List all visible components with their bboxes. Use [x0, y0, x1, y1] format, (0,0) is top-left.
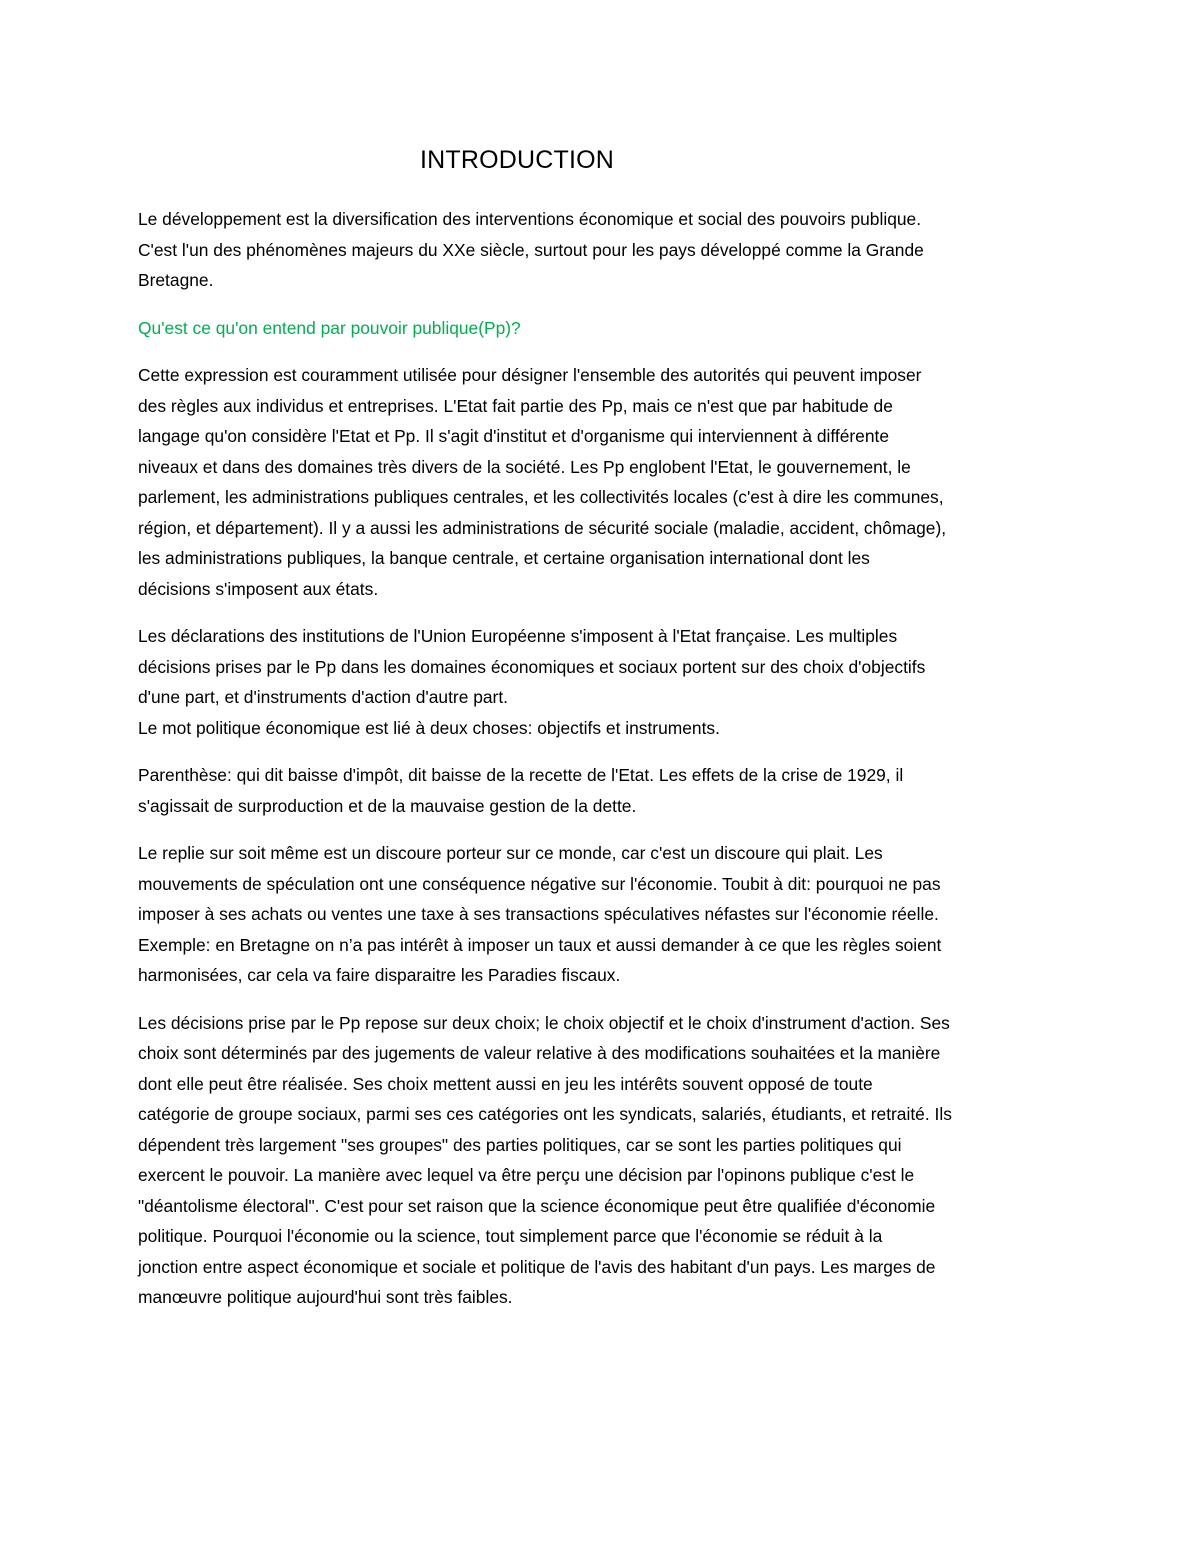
section-question — [138, 313, 1068, 344]
text-line: catégorie de groupe sociaux, parmi ses ces catégories ont les syndicats, salariés, étudiants, et retraité. Ils — [138, 1104, 952, 1124]
text-line: Les déclarations des institutions de l'Union Européenne s'imposent à l'Etat française. Les multiples — [138, 626, 898, 646]
text-line: s'agissait de surproduction et de la mauvaise gestion de la dette. — [138, 795, 637, 816]
text-line: "déantolisme électoral". C'est pour set raison que la science économique peut être qualifiée d'économie — [138, 1195, 936, 1216]
text-line: les administrations publiques, la banque centrale, et certaine organisation international dont les — [138, 548, 870, 568]
page-title: INTRODUCTION — [420, 146, 615, 174]
question-heading: Qu'est ce qu'on entend par pouvoir publique(Pp)? — [138, 317, 521, 338]
text-line: décisions s'imposent aux états. — [138, 578, 379, 599]
text-line: niveaux et dans des domaines très divers de la société. Les Pp englobent l'Etat, le gouvernement, le — [138, 456, 911, 477]
text-line: d'une part, et d'instruments d'action d'autre part. — [138, 687, 509, 707]
text-line: décisions prises par le Pp dans les domaines économiques et sociaux portent sur des choix d'objectifs — [138, 656, 926, 677]
document-page — [138, 142, 1068, 1330]
text-line: parlement, les administrations publiques centrales, et les collectivités locales (c'est à dire les communes, — [138, 487, 944, 507]
text-line: dépendent très largement "ses groupes" des parties politiques, car se sont les parties politiques qui — [138, 1134, 902, 1155]
text-line: harmonisées, car cela va faire disparaitre les Paradies fiscaux. — [138, 965, 621, 985]
text-line: Parenthèse: qui dit baisse d'impôt, dit baisse de la recette de l'Etat. Les effets de la crise de 1929, il — [138, 765, 904, 785]
text-line: Bretagne. — [138, 270, 214, 290]
paragraph-decisions — [138, 1008, 1068, 1313]
text-line: Le développement est la diversification des interventions économique et social des pouvoirs publique. — [138, 209, 922, 229]
text-line: jonction entre aspect économique et sociale et politique de l'avis des habitant d'un pays. Les marges de — [138, 1256, 936, 1277]
text-line: région, et département). Il y a aussi les administrations de sécurité sociale (maladie, accident, chômage), — [138, 517, 947, 538]
text-line: Les décisions prise par le Pp repose sur deux choix; le choix objectif et le choix d'instrument d'action. Ses — [138, 1012, 950, 1033]
text-line: exercent le pouvoir. La manière avec lequel va être perçu une décision par l'opinons publique c'est le — [138, 1165, 915, 1185]
text-line: Cette expression est couramment utilisée pour désigner l'ensemble des autorités qui peuvent imposer — [138, 365, 922, 385]
paragraph-definition — [138, 360, 1068, 604]
paragraph-intro — [138, 204, 1068, 296]
text-line: Le replie sur soit même est un discoure porteur sur ce monde, car c'est un discoure qui plait. Les — [138, 843, 883, 863]
text-line: imposer à ses achats ou ventes une taxe à ses transactions spéculatives néfastes sur l'économie réelle. — [138, 904, 939, 924]
text-line: manœuvre politique aujourd'hui sont très faibles. — [138, 1287, 513, 1307]
text-line: mouvements de spéculation ont une conséquence négative sur l'économie. Toubit à dit: pourquoi ne pas — [138, 873, 941, 894]
paragraph-declarations — [138, 621, 1068, 743]
paragraph-parenthese — [138, 760, 1068, 821]
text-line: choix sont déterminés par des jugements de valeur relative à des modifications souhaitées et la manière — [138, 1043, 941, 1063]
text-line: des règles aux individus et entreprises. L'Etat fait partie des Pp, mais ce n'est que par habitude de — [138, 395, 893, 416]
text-line: dont elle peut être réalisée. Ses choix mettent aussi en jeu les intérêts souvent opposé de toute — [138, 1073, 873, 1094]
text-line: politique. Pourquoi l'économie ou la science, tout simplement parce que l'économie se réduit à la — [138, 1226, 883, 1246]
text-line: Exemple: en Bretagne on n’a pas intérêt à imposer un taux et aussi demander à ce que les règles soient — [138, 934, 942, 955]
text-line: langage qu'on considère l'Etat et Pp. Il s'agit d'institut et d'organisme qui interviennent à différente — [138, 426, 890, 446]
text-line: Le mot politique économique est lié à deux choses: objectifs et instruments. — [138, 717, 720, 738]
text-line: C'est l'un des phénomènes majeurs du XXe siècle, surtout pour les pays développé comme la Grande — [138, 239, 924, 260]
paragraph-replie — [138, 838, 1068, 991]
